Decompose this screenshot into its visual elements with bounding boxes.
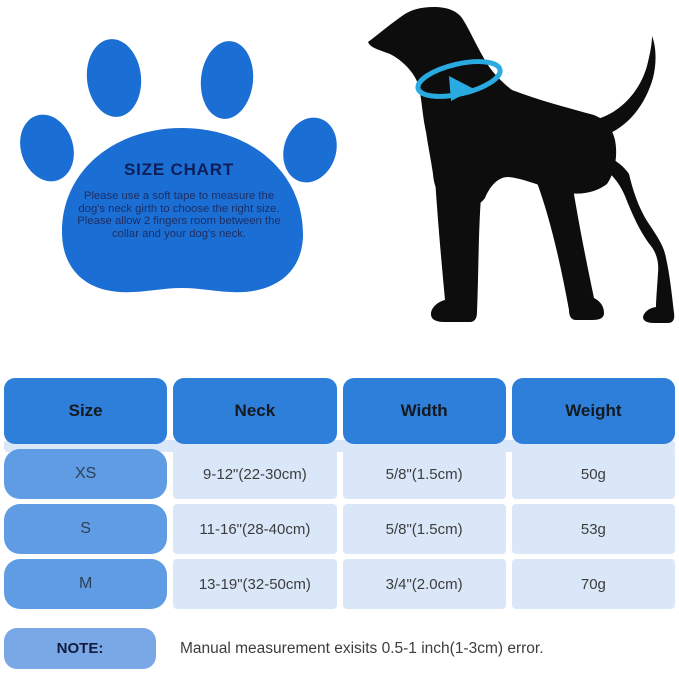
column-header-size: Size (4, 378, 167, 444)
size-chart-instructions: Please use a soft tape to measure the dog's neck girth to choose the right size. Please allow 2 fingers room between the collar and your dog's neck. (77, 190, 281, 240)
table-row-s-width: 5/8"(1.5cm) (343, 504, 506, 554)
table-row-s-weight: 53g (512, 504, 675, 554)
note-row (4, 628, 675, 669)
table-row-m-size: M (4, 559, 167, 609)
dog-silhouette-icon (358, 2, 678, 347)
size-table (4, 378, 675, 609)
column-header-neck: Neck (173, 378, 336, 444)
table-row-m-neck: 13-19"(32-50cm) (173, 559, 336, 609)
table-row-s-size: S (4, 504, 167, 554)
table-row-m-width: 3/4"(2.0cm) (343, 559, 506, 609)
column-header-weight: Weight (512, 378, 675, 444)
table-row-xs-weight: 50g (512, 449, 675, 499)
paw-print-icon (0, 0, 350, 330)
table-row-xs-size: XS (4, 449, 167, 499)
table-row-xs-width: 5/8"(1.5cm) (343, 449, 506, 499)
note-badge: NOTE: (4, 628, 156, 669)
column-header-width: Width (343, 378, 506, 444)
size-chart-title: SIZE CHART (124, 160, 234, 179)
note-text: Manual measurement exisits 0.5-1 inch(1-3cm) error. (180, 639, 544, 657)
table-row-m-weight: 70g (512, 559, 675, 609)
table-row-s-neck: 11-16"(28-40cm) (173, 504, 336, 554)
table-row-xs-neck: 9-12"(22-30cm) (173, 449, 336, 499)
